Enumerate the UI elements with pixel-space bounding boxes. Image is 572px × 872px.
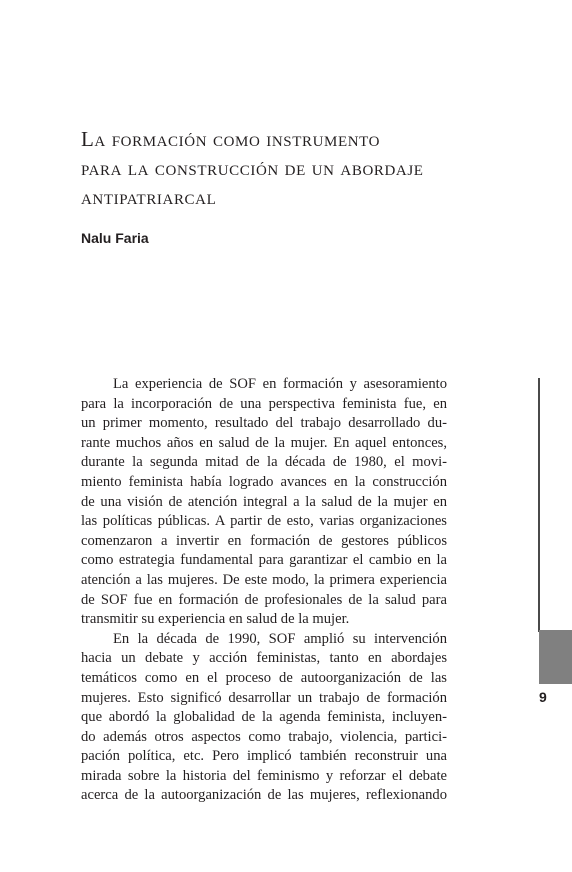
paragraph-line: atención a las mujeres. De este modo, la primera experiencia: [81, 571, 447, 588]
paragraph-line: para la incorporación de una perspectiva feminista fue, en: [81, 395, 447, 412]
paragraph-line: En la década de 1990, SOF amplió su intervención: [113, 630, 447, 647]
paragraph-line: como estrategia fundamental para garantizar el cambio en la: [81, 552, 447, 569]
chapter-title-line: para la construcción de un abordaje: [81, 156, 424, 180]
paragraph-line: pación política, etc. Pero implicó también reconstruir una: [81, 748, 447, 765]
body-text: [81, 375, 447, 806]
paragraph-line: mirada sobre la historia del feminismo y reforzar el debate: [81, 767, 447, 784]
paragraph-line: miento feminista había logrado avances en la construcción: [81, 473, 447, 490]
paragraph-line: de SOF fue en formación de profesionales de la salud para: [81, 591, 447, 608]
paragraph-line: La experiencia de SOF en formación y asesoramiento: [113, 376, 447, 392]
paragraph-line: do además otros aspectos como trabajo, violencia, partici-: [81, 728, 447, 745]
page-number: 9: [539, 689, 547, 705]
margin-rule: [538, 378, 540, 632]
paragraph-line: comenzaron a invertir en formación de gestores públicos: [81, 532, 447, 549]
paragraph-line: las políticas públicas. A partir de esto, varias organizaciones: [81, 513, 447, 530]
chapter-title: [81, 125, 501, 212]
paragraph-line: mujeres. Esto significó desarrollar un trabajo de formación: [81, 689, 447, 706]
chapter-title-line: La formación como instrumento: [81, 127, 381, 151]
paragraph-line: temáticos como en el proceso de autoorganización de las: [81, 669, 447, 686]
author-name: Nalu Faria: [81, 230, 149, 246]
paragraph-line: acerca de la autoorganización de las mujeres, reflexionando: [81, 787, 447, 804]
paragraph-line: durante la segunda mitad de la década de 1980, el movi-: [81, 454, 447, 471]
paragraph-line: rante muchos años en salud de la mujer. En aquel entonces,: [81, 434, 447, 451]
chapter-title-line: antipatriarcal: [81, 185, 217, 209]
paragraph-line: de una visión de atención integral a la salud de la mujer en: [81, 493, 447, 510]
paragraph-line: un primer momento, resultado del trabajo desarrollado du-: [81, 415, 447, 432]
paragraph-line: que abordó la globalidad de la agenda feminista, incluyen-: [81, 709, 447, 726]
paragraph-line: hacia un debate y acción feministas, tanto en abordajes: [81, 650, 447, 667]
paragraph-line: transmitir su experiencia en salud de la mujer.: [81, 611, 350, 628]
chapter-tab: [539, 630, 572, 684]
